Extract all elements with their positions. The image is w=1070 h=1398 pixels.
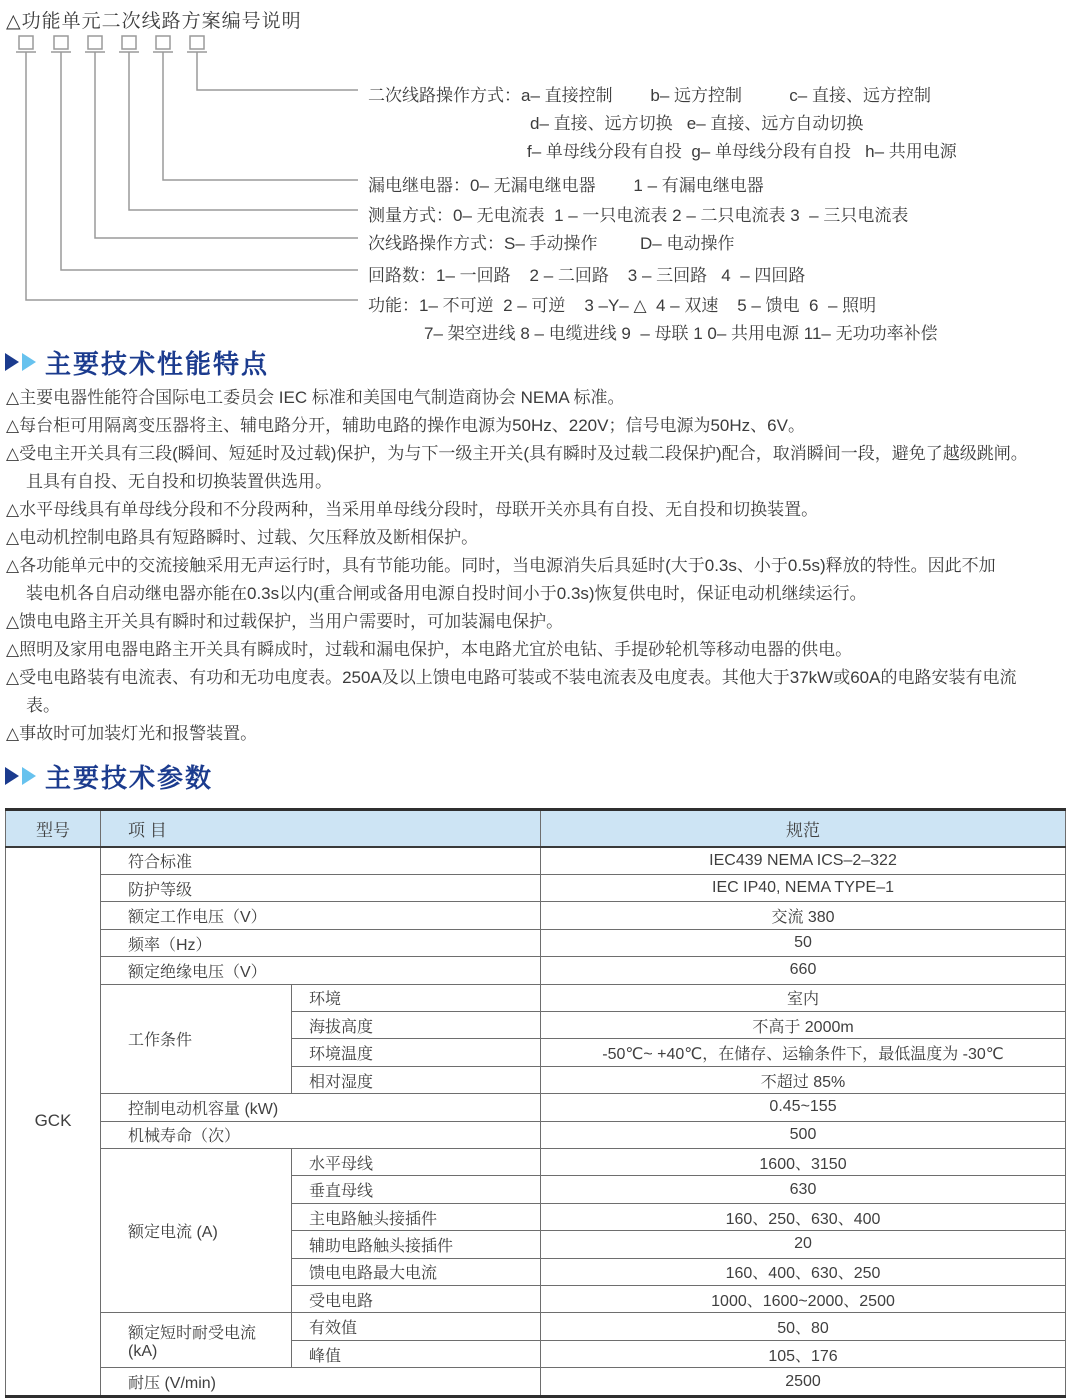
table-cell-item: 符合标准: [101, 847, 541, 875]
table-cell-spec: 20: [541, 1231, 1066, 1258]
code-label-leakage-relay: 漏电继电器：0– 无漏电继电器 1 – 有漏电继电器: [368, 176, 764, 195]
code-box-1: [16, 36, 36, 52]
section-heading-parameters: [5, 760, 213, 792]
table-cell-spec: 1600、3150: [541, 1149, 1066, 1176]
code-label-circuit-count: 回路数：1– 一回路 2 – 二回路 3 – 三回路 4 – 四回路: [368, 266, 806, 285]
table-row: [6, 874, 1066, 901]
table-cell-spec: 不高于 2000m: [541, 1012, 1066, 1039]
table-cell-spec: 50: [541, 929, 1066, 956]
table-cell-item: 相对湿度: [292, 1066, 541, 1093]
table-cell-spec: 160、400、630、250: [541, 1258, 1066, 1285]
feature-line: △电动机控制电路具有短路瞬时、过载、欠压释放及断相保护。: [6, 528, 479, 547]
code-line-6: [197, 52, 358, 90]
section-title: 主要技术参数: [45, 762, 214, 793]
table-cell-item: 主电路触头接插件: [292, 1203, 541, 1230]
table-cell-spec: 500: [541, 1121, 1066, 1148]
code-label-function: 功能：1– 不可逆 2 – 可逆 3 –Y– △ 4 – 双速 5 – 馈电 6 – 照明: [368, 296, 877, 315]
table-cell-item: 额定绝缘电压（V）: [101, 957, 541, 984]
group-label-rated-current: 额定电流 (A): [101, 1149, 292, 1313]
arrow-icon-dark: [5, 353, 19, 371]
section-heading-features: [5, 346, 269, 378]
model-cell: GCK: [6, 847, 101, 1397]
feature-line: △受电电路装有电流表、有功和无功电度表。250A及以上馈电电路可装或不装电流表及电度表。其他大于37kW或60A的电路安装有电流: [6, 668, 1017, 687]
table-cell-item: 环境: [292, 984, 541, 1011]
table-cell-item: 有效值: [292, 1313, 541, 1340]
table-cell-spec: 630: [541, 1176, 1066, 1203]
table-cell-spec: 1000、1600~2000、2500: [541, 1286, 1066, 1313]
header-spec: 规范: [541, 810, 1066, 847]
arrow-icon-light: [22, 353, 36, 371]
feature-line: △各功能单元中的交流接触采用无声运行时，具有节能功能。同时，当电源消失后具延时(大于0.3s、小于0.5s)释放的特性。因此不加: [6, 556, 996, 575]
feature-line: △照明及家用电器电路主开关具有瞬成时，过载和漏电保护，本电路尤宜於电钻、手提砂轮机等移动电器的供电。: [6, 640, 853, 659]
table-cell-item: 受电电路: [292, 1286, 541, 1313]
header-item: 项 目: [101, 810, 541, 847]
table-cell-spec: 2500: [541, 1368, 1066, 1397]
features-list: [6, 384, 1066, 748]
code-label-secondary-mode-3: f– 单母线分段有自投 g– 单母线分段有自投 h– 共用电源: [527, 142, 957, 161]
table-row: [6, 1094, 1066, 1121]
table-header-row: [6, 810, 1066, 847]
arrow-icon-light: [22, 767, 36, 785]
table-cell-item: 控制电动机容量 (kW): [101, 1094, 541, 1121]
code-box-6: [187, 36, 207, 52]
header-model: 型号: [6, 810, 101, 847]
table-row: [6, 1368, 1066, 1397]
table-cell-item: 机械寿命（次）: [101, 1121, 541, 1148]
table-cell-spec: 50、80: [541, 1313, 1066, 1340]
code-label-function-2: 7– 架空进线 8 – 电缆进线 9 – 母联 1 0– 共用电源 11– 无功功率补偿: [424, 324, 938, 343]
feature-line: △事故时可加装灯光和报警装置。: [6, 724, 258, 743]
table-row: [6, 984, 1066, 1011]
feature-line: △主要电器性能符合国际电工委员会 IEC 标准和美国电气制造商协会 NEMA 标准。: [6, 388, 625, 407]
code-box-4: [119, 36, 139, 52]
table-cell-spec: IEC IP40, NEMA TYPE–1: [541, 874, 1066, 901]
table-cell-spec: 105、176: [541, 1340, 1066, 1367]
code-label-secondary-mode: 二次线路操作方式：a– 直接控制 b– 远方控制 c– 直接、远方控制: [368, 86, 931, 105]
table-cell-spec: 交流 380: [541, 902, 1066, 929]
table-cell-item: 辅助电路触头接插件: [292, 1231, 541, 1258]
table-cell-spec: 不超过 85%: [541, 1066, 1066, 1093]
feature-line: △受电主开关具有三段(瞬间、短延时及过载)保护，为与下一级主开关(具有瞬时及过载二段保护)配合，取消瞬间一段，避免了越级跳闸。: [6, 444, 1028, 463]
feature-line: △每台柜可用隔离变压器将主、辅电路分开，辅助电路的操作电源为50Hz、220V；信号电源为50Hz、6V。: [6, 416, 805, 435]
code-box-5: [153, 36, 173, 52]
feature-line: △馈电电路主开关具有瞬时和过载保护，当用户需要时，可加装漏电保护。: [6, 612, 564, 631]
code-label-operate-mode: 次线路操作方式：S– 手动操作 D– 电动操作: [368, 234, 735, 253]
diagram-title: △功能单元二次线路方案编号说明: [6, 11, 302, 32]
group-label-short-time-current: [101, 1313, 292, 1368]
table-cell-item: 防护等级: [101, 874, 541, 901]
table-cell-item: 额定工作电压（V）: [101, 902, 541, 929]
table-cell-item: 海拔高度: [292, 1012, 541, 1039]
table-cell-spec: -50℃~ +40℃，在储存、运输条件下，最低温度为 -30℃: [541, 1039, 1066, 1066]
parameters-table: [5, 808, 1066, 1398]
table-cell-spec: 660: [541, 957, 1066, 984]
table-row: [6, 1313, 1066, 1340]
group-label-line: (kA): [128, 1342, 158, 1360]
feature-line: 且具有自投、无自投和切换装置供选用。: [26, 472, 332, 491]
group-label-work-conditions: 工作条件: [101, 984, 292, 1094]
table-cell-item: 环境温度: [292, 1039, 541, 1066]
table-row: [6, 929, 1066, 956]
code-line-5: [163, 52, 358, 180]
code-box-2: [51, 36, 71, 52]
code-line-1: [26, 52, 358, 300]
feature-line: 装电机各自启动继电器亦能在0.3s以内(重合闸或备用电源自投时间小于0.3s)恢复供电时，保证电动机继续运行。: [26, 584, 867, 603]
feature-line: 表。: [26, 696, 60, 715]
table-cell-item: 频率（Hz）: [101, 929, 541, 956]
code-box-3: [85, 36, 105, 52]
table-row: [6, 902, 1066, 929]
table-cell-item: 耐压 (V/min): [101, 1368, 541, 1397]
table-cell-spec: 0.45~155: [541, 1094, 1066, 1121]
feature-line: △水平母线具有单母线分段和不分段两种，当采用单母线分段时，母联开关亦具有自投、无自投和切换装置。: [6, 500, 819, 519]
group-label-line: 额定短时耐受电流: [128, 1324, 257, 1342]
code-label-secondary-mode-2: d– 直接、远方切换 e– 直接、远方自动切换: [530, 114, 864, 133]
table-row: [6, 847, 1066, 875]
table-row: [6, 1121, 1066, 1148]
table-cell-item: 馈电电路最大电流: [292, 1258, 541, 1285]
table-cell-item: 峰值: [292, 1340, 541, 1367]
table-cell-item: 垂直母线: [292, 1176, 541, 1203]
section-title: 主要技术性能特点: [45, 348, 270, 379]
table-row: [6, 957, 1066, 984]
table-cell-item: 水平母线: [292, 1149, 541, 1176]
table-cell-spec: 160、250、630、400: [541, 1203, 1066, 1230]
code-diagram: [0, 0, 1070, 340]
table-row: [6, 1149, 1066, 1176]
table-cell-spec: 室内: [541, 984, 1066, 1011]
arrow-icon-dark: [5, 767, 19, 785]
table-cell-spec: IEC439 NEMA ICS–2–322: [541, 847, 1066, 875]
code-label-measure-mode: 测量方式：0– 无电流表 1 – 一只电流表 2 – 二只电流表 3 – 三只电流表: [368, 206, 909, 225]
